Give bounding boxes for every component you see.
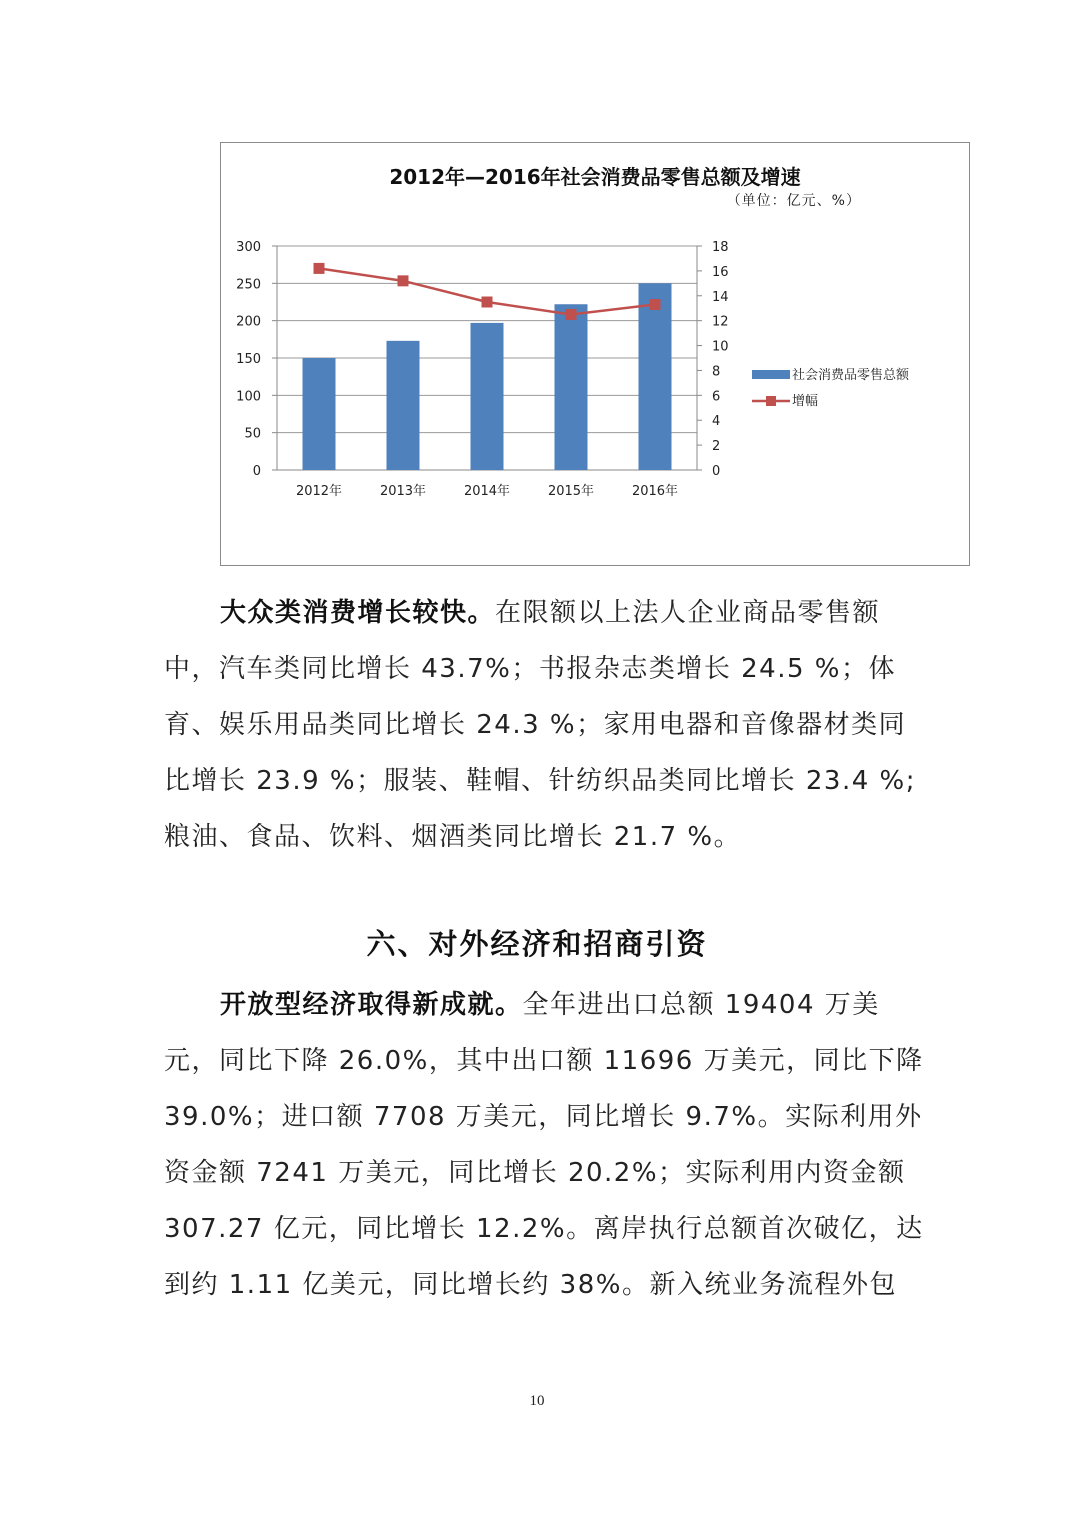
growth-marker (398, 275, 409, 286)
paragraph-body: 全年进出口总额 19404 万美元，同比下降 26.0%，其中出口额 11696 万美元，同比下降 39.0%；进口额 7708 万美元，同比增长 9.7%。实际利用外资金额 7241 万美元，同比增长 20.2%；实际利用内资金额 307.27 亿元，同比增长 12.2%。离岸执行总额首次破亿，达到约 1.11 亿美元，同比增长约 38%。新入统业务流程外包 (164, 990, 924, 1300)
paragraph-consumption (164, 585, 924, 865)
bar (471, 323, 504, 470)
paragraph-foreign-economy (164, 977, 924, 1313)
x-tick-label: 2013年 (379, 484, 427, 499)
y-right-tick-label: 10 (712, 339, 729, 355)
bar (387, 341, 420, 470)
chart-title: 2012年—2016年社会消费品零售总额及增速 (389, 165, 801, 189)
paragraph-lead: 大众类消费增长较快。 (220, 598, 496, 628)
y-right-tick-label: 4 (712, 414, 721, 430)
y-right-tick-label: 8 (712, 364, 721, 380)
growth-marker (482, 297, 493, 308)
paragraph-body: 在限额以上法人企业商品零售额中，汽车类同比增长 43.7%；书报杂志类增长 24.5 %；体育、娱乐用品类同比增长 24.3 %；家用电器和音像器材类同比增长 23.9 %；服装、鞋帽、针纺织品类同比增长 23.4 %;粮油、食品、饮料、烟酒类同比增长 21.7 %。 (164, 598, 917, 852)
legend-label: 社会消费品零售总额 (792, 368, 910, 383)
y-right-tick-label: 0 (712, 464, 721, 479)
section-heading: 六、对外经济和招商引资 (366, 927, 708, 961)
x-tick-label: 2016年 (631, 484, 679, 499)
y-right-tick-label: 14 (712, 289, 729, 305)
x-tick-label: 2015年 (547, 484, 595, 499)
y-left-tick-label: 300 (236, 240, 261, 255)
y-right-tick-label: 2 (712, 439, 721, 455)
legend-swatch-bar (752, 370, 790, 379)
page-number: 10 (529, 1393, 545, 1409)
growth-line (319, 268, 655, 314)
chart-plot (221, 143, 971, 567)
growth-marker (314, 263, 325, 274)
y-right-tick-label: 12 (712, 314, 729, 330)
growth-marker (650, 299, 661, 310)
y-right-tick-label: 16 (712, 264, 729, 280)
y-left-tick-label: 200 (236, 314, 261, 330)
legend-swatch-marker (766, 396, 776, 406)
y-left-tick-label: 0 (252, 464, 261, 479)
y-left-tick-label: 150 (236, 352, 261, 367)
bar (555, 304, 588, 470)
bar (639, 283, 672, 470)
chart-unit-note: （单位：亿元、%） (726, 193, 861, 209)
y-left-tick-label: 50 (244, 426, 261, 442)
y-right-tick-label: 6 (712, 389, 721, 405)
y-right-tick-label: 18 (712, 240, 729, 255)
chart-container (220, 142, 970, 566)
growth-marker (566, 309, 577, 320)
bar (303, 358, 336, 470)
y-left-tick-label: 250 (236, 277, 261, 293)
x-tick-label: 2012年 (295, 484, 343, 499)
paragraph-lead: 开放型经济取得新成就。 (220, 990, 523, 1020)
x-tick-label: 2014年 (463, 484, 511, 499)
y-left-tick-label: 100 (236, 389, 261, 405)
legend-label: 增幅 (792, 394, 819, 409)
